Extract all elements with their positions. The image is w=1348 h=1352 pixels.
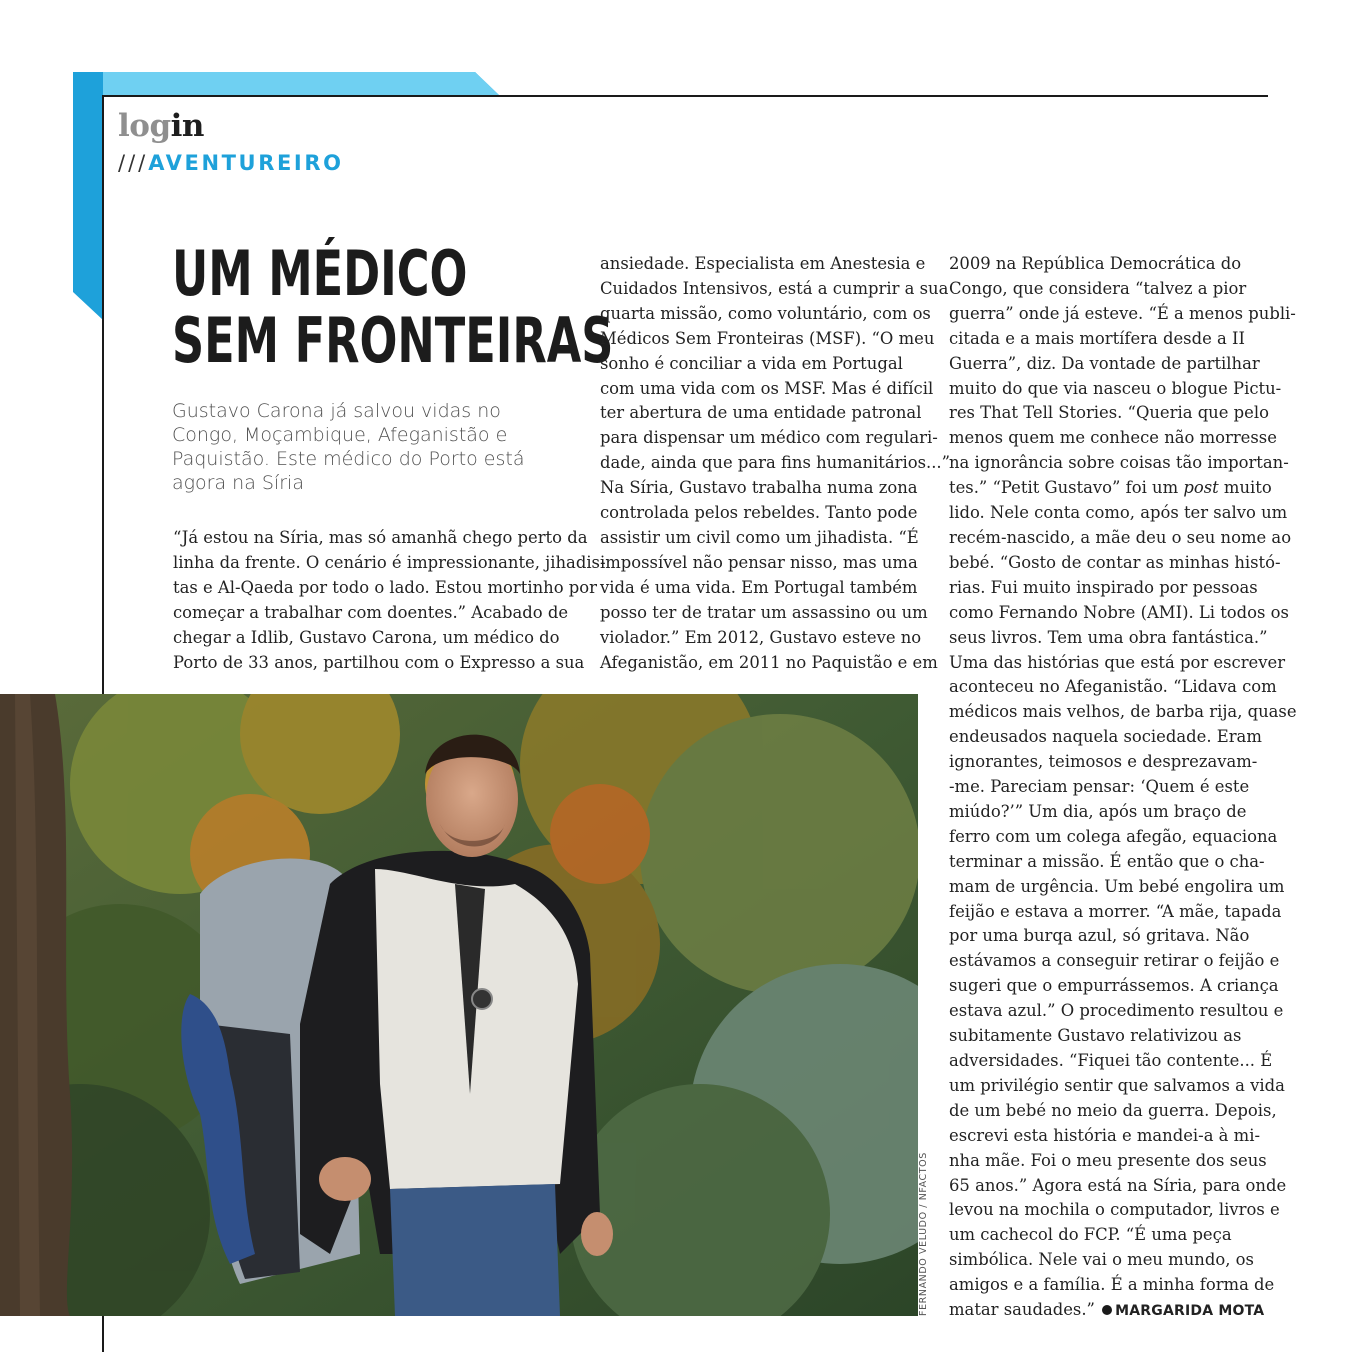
body-line: por uma burqa azul, só gritava. Não	[949, 926, 1250, 946]
body-line: lido. Nele conta como, após ter salvo um	[949, 503, 1288, 523]
body-line: um cachecol do FCP. “É uma peça	[949, 1225, 1232, 1245]
section-logo	[118, 106, 204, 146]
body-line: miúdo?’” Um dia, após um braço de	[949, 801, 1247, 821]
line-tail: muito	[1218, 478, 1272, 498]
body-line: Afeganistão, em 2011 no Paquistão e em	[600, 652, 938, 672]
body-line: chegar a Idlib, Gustavo Carona, um médico do	[173, 627, 560, 647]
body-line: controlada pelos rebeldes. Tanto pode	[600, 503, 918, 523]
body-line: guerra” onde já esteve. “É a menos publi-	[949, 303, 1296, 323]
kicker-slashes: ///	[118, 151, 149, 175]
body-line: violador.” Em 2012, Gustavo esteve no	[600, 627, 922, 647]
body-line: ferro com um colega afegão, equaciona	[949, 826, 1278, 846]
body-line: res That Tell Stories. “Queria que pelo	[949, 403, 1269, 423]
body-line: tas e Al-Qaeda por todo o lado. Estou mortinho por	[173, 577, 597, 597]
body-line: Porto de 33 anos, partilhou com o Expresso a sua	[173, 652, 585, 672]
body-line: escrevi esta história e mandei-a à mi-	[949, 1125, 1260, 1145]
body-line: de um bebé no meio da guerra. Depois,	[949, 1100, 1277, 1120]
body-line: seus livros. Tem uma obra fantástica.”	[949, 627, 1268, 647]
body-line: Guerra”, diz. Da vontade de partilhar	[949, 353, 1260, 373]
frame-top-rule	[102, 95, 1268, 97]
headline-line-2: SEM FRONTEIRAS	[172, 304, 614, 377]
body-line: nha mãe. Foi o meu presente dos seus	[949, 1150, 1267, 1170]
body-line: simbólica. Nele vai o meu mundo, os	[949, 1250, 1254, 1270]
body-line: 65 anos.” Agora está na Síria, para onde	[949, 1175, 1287, 1195]
body-line: sugeri que o empurrássemos. A criança	[949, 976, 1279, 996]
article-photo	[0, 694, 918, 1316]
body-line: levou na mochila o computador, livros e	[949, 1200, 1280, 1220]
body-line: para dispensar um médico com regulari-	[600, 428, 938, 448]
body-line: estava azul.” O procedimento resultou e	[949, 1001, 1284, 1021]
body-line: aconteceu no Afeganistão. “Lidava com	[949, 677, 1277, 697]
body-line: um privilégio sentir que salvamos a vida	[949, 1075, 1285, 1095]
body-line: Congo, que considera “talvez a pior	[949, 278, 1247, 298]
byline-bullet-icon	[1102, 1305, 1112, 1315]
body-column-3	[949, 252, 1297, 1324]
body-line: Uma das histórias que está por escrever	[949, 652, 1286, 672]
body-line: na ignorância sobre coisas tão importan-	[949, 453, 1289, 473]
body-line: Médicos Sem Fronteiras (MSF). “O meu	[600, 328, 935, 348]
body-line: matar saudades.” MARGARIDA MOTA	[949, 1300, 1265, 1320]
article-standfirst: Gustavo Carona já salvou vidas no Congo, Moçambique, Afeganistão e Paquistão. Este médico do Porto está agora na Síria	[172, 400, 525, 494]
photo-credit: FERNANDO VELUDO / NFACTOS	[918, 1152, 929, 1316]
body-line: sonho é conciliar a vida em Portugal	[600, 353, 903, 373]
body-line: menos quem me conhece não morresse	[949, 428, 1277, 448]
body-line: vida é uma vida. Em Portugal também	[600, 577, 918, 597]
section-kicker	[118, 149, 344, 177]
body-line: linha da frente. O cenário é impressionante, jihadis-	[173, 552, 606, 572]
italic-word: post	[1183, 478, 1219, 498]
body-line: rias. Fui muito inspirado por pessoas	[949, 577, 1258, 597]
body-line: médicos mais velhos, de barba rija, quase	[949, 702, 1297, 722]
kicker-label: AVENTUREIRO	[148, 151, 344, 175]
body-line: tes.” “Petit Gustavo” foi um post muito	[949, 478, 1272, 498]
article-headline	[172, 237, 614, 377]
body-line: começar a trabalhar com doentes.” Acabado de	[173, 602, 569, 622]
body-line: amigos e a família. É a minha forma de	[949, 1275, 1275, 1295]
body-line: adversidades. “Fiquei tão contente... É	[949, 1051, 1273, 1070]
body-line: ignorantes, teimosos e desprezavam-	[949, 752, 1258, 772]
body-line: endeusados naquela sociedade. Eram	[949, 727, 1262, 747]
body-line: quarta missão, como voluntário, com os	[600, 303, 931, 323]
body-line: Na Síria, Gustavo trabalha numa zona	[600, 478, 918, 498]
body-line: “Já estou na Síria, mas só amanhã chego perto da	[173, 528, 588, 547]
headline-line-1: UM MÉDICO	[172, 237, 468, 310]
body-line: com uma vida com os MSF. Mas é difícil	[600, 378, 934, 398]
logo-part-log: log	[118, 108, 171, 144]
body-line: citada e a mais mortífera desde a II	[949, 328, 1245, 348]
body-line: -me. Pareciam pensar: ‘Quem é este	[949, 777, 1250, 797]
body-line: dade, ainda que para fins humanitários...”	[600, 453, 951, 473]
body-column-2	[600, 252, 951, 675]
body-line: ter abertura de uma entidade patronal	[600, 403, 922, 423]
body-line: estávamos a conseguir retirar o feijão e	[949, 951, 1280, 971]
body-line: Cuidados Intensivos, está a cumprir a sua	[600, 278, 949, 298]
body-line: impossível não pensar nisso, mas uma	[600, 552, 918, 572]
logo-part-in: in	[170, 108, 204, 144]
article-byline: MARGARIDA MOTA	[1115, 1303, 1265, 1320]
body-line: posso ter de tratar um assassino ou um	[600, 602, 928, 622]
body-line: assistir um civil como um jihadista. “É	[600, 527, 919, 547]
body-column-1	[173, 526, 606, 675]
body-line: muito do que via nasceu o blogue Pictu-	[949, 378, 1282, 398]
body-line: bebé. “Gosto de contar as minhas histó-	[949, 552, 1281, 572]
body-line: ansiedade. Especialista em Anestesia e	[600, 254, 926, 273]
body-line: mam de urgência. Um bebé engolira um	[949, 876, 1285, 896]
body-line: recém-nascido, a mãe deu o seu nome ao	[949, 527, 1292, 547]
body-line: feijão e estava a morrer. “A mãe, tapada	[949, 901, 1282, 921]
body-line: terminar a missão. É então que o cha-	[949, 851, 1265, 871]
body-line: subitamente Gustavo relativizou as	[949, 1026, 1242, 1046]
body-line: 2009 na República Democrática do	[949, 254, 1242, 273]
body-line: como Fernando Nobre (AMI). Li todos os	[949, 602, 1289, 622]
